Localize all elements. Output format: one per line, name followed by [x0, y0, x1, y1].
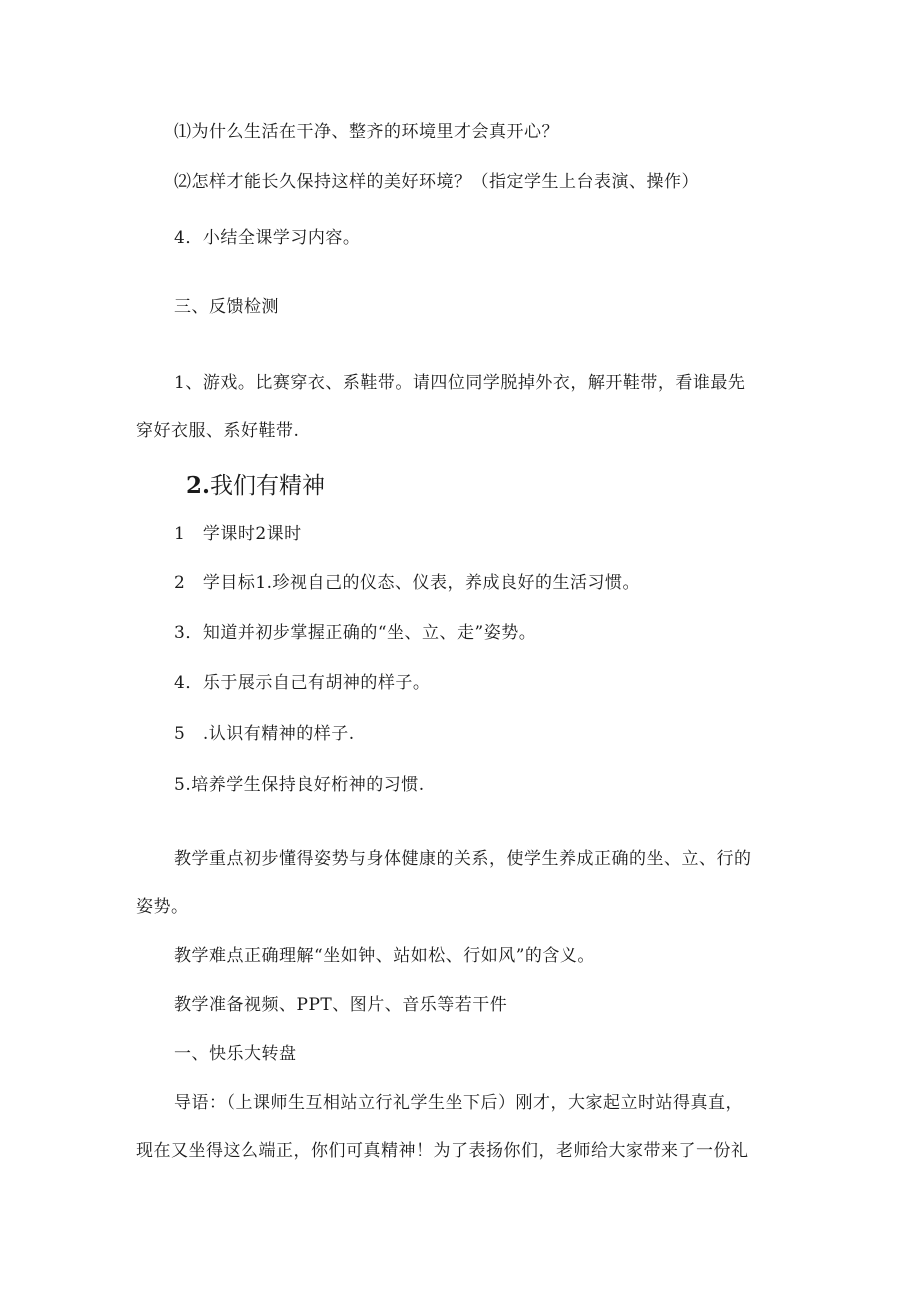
- goal-item-5b: 5.培养学生保持良好桁神的习惯.: [174, 775, 425, 795]
- class-hours: 1 学课时2课时: [174, 524, 302, 544]
- question-2: ⑵怎样才能长久保持这样的美好环境？（指定学生上台表演、操作）: [174, 172, 699, 192]
- teaching-goal: 2 学目标1.珍视自己的仪态、仪表，养成良好的生活习惯。: [174, 573, 641, 593]
- game-paragraph-line-2: 穿好衣服、系好鞋带.: [136, 421, 300, 441]
- section-feedback-heading: 三、反馈检测: [174, 297, 279, 317]
- summary-item-4: 4．小结全课学习内容。: [174, 228, 361, 248]
- teaching-preparation: 教学准备视频、PPT、图片、音乐等若干件: [174, 995, 508, 1015]
- lesson-title-number: 2.: [186, 472, 211, 499]
- difficulty-point: 教学难点正确理解“坐如钟、站如松、行如风”的含义。: [174, 946, 595, 966]
- key-point-line-1: 教学重点初步懂得姿势与身体健康的关系，使学生养成正确的坐、立、行的: [174, 849, 752, 869]
- lesson-title-text: 我们有精神: [210, 473, 326, 499]
- intro-paragraph-line-1: 导语：（上课师生互相站立行礼学生坐下后）刚才，大家起立时站得真直，: [174, 1093, 743, 1113]
- goal-item-4: 4．乐于展示自己有胡神的样子。: [174, 673, 431, 693]
- goal-item-3: 3．知道并初步掌握正确的“坐、立、走”姿势。: [174, 623, 537, 643]
- part-1-heading: 一、快乐大转盘: [174, 1044, 297, 1064]
- goal-item-5a: 5 .认识有精神的样子.: [174, 724, 355, 744]
- question-1: ⑴为什么生活在干净、整齐的环境里才会真开心？: [174, 122, 559, 142]
- game-paragraph-line-1: 1、游戏。比赛穿衣、系鞋带。请四位同学脱掉外衣，解开鞋带，看谁最先: [174, 373, 746, 393]
- intro-paragraph-line-2: 现在又坐得这么端正，你们可真精神！为了表扬你们，老师给大家带来了一份礼: [136, 1141, 749, 1161]
- key-point-line-2: 姿势。: [136, 897, 189, 917]
- lesson-title: [186, 471, 325, 501]
